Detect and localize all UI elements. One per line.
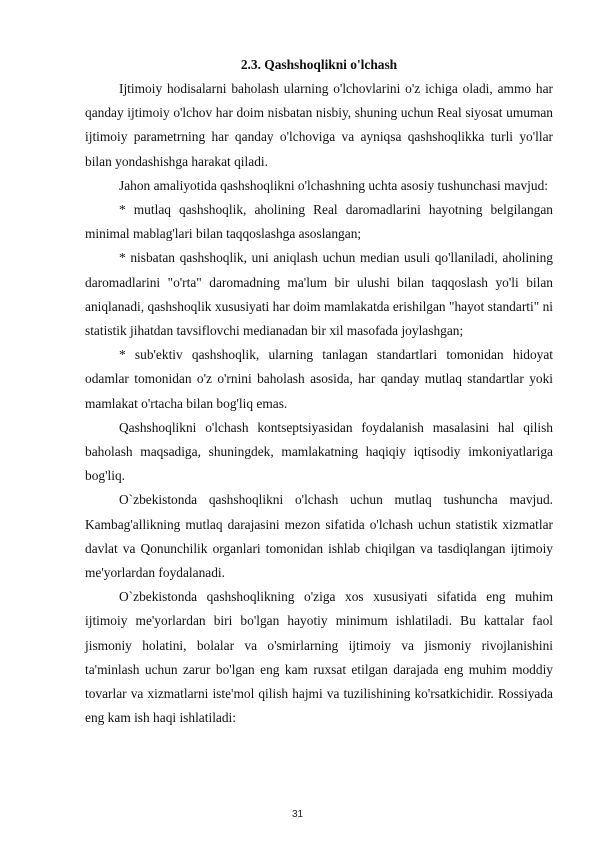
- paragraph-uzbekistan-absolute: O`zbekistonda qashshoqlikni o'lchash uchun mutlaq tushuncha mavjud. Kambag'allikning mutlaq darajasini mezon sifatida o'lchash uchun statistik xizmatlar davlat va Qonunchilik organlari tomonidan ishlab chiqilgan va tasdiqlangan ijtimoiy me'yorlardan foydalanadi.: [85, 492, 553, 581]
- paragraph-relative-poverty: * nisbatan qashshoqlik, uni aniqlash uchun median usuli qo'llaniladi, aholining daromadlarini "o'rta" daromadning ma'lum bir ulushi bilan taqqoslash yo'li bilan aniqlanadi, qashshoqlik xususiyati har doim mamlakatda erishilgan "hayot standarti" ni statistik jihatdan tavsiflovchi medianadan bir xil masofada joylashgan;: [85, 250, 553, 339]
- page-number: 31: [291, 809, 304, 820]
- paragraph-uzbekistan-minimum: O`zbekistonda qashshoqlikning o'ziga xos xususiyati sifatida eng muhim ijtimoiy me'yorlardan biri bo'lgan hayotiy minimum ishlatiladi. Bu kattalar faol jismoniy holatini, bolalar va o'smirlarning ijtimoiy va jismoniy rivojlanishini ta'minlash uchun zarur bo'lgan eng kam ruxsat etilgan darajada eng muhim moddiy tovarlar va xizmatlarni iste'mol qilish hajmi va tuzilishining ko'rsatkichidir. Rossiyada eng kam ish haqi ishlatiladi:: [85, 589, 553, 726]
- paragraph-intro: Ijtimoiy hodisalarni baholash ularning o'lchovlarini o'z ichiga oladi, ammo har qanday ijtimoiy o'lchov har doim nisbatan nisbiy, shuning uchun Real siyosat umuman ijtimoiy parametrning har qanday o'lchoviga va ayniqsa qashshoqlikka turli yo'llar bilan yondashishga harakat qiladi.: [85, 81, 553, 169]
- document-page: [85, 53, 553, 730]
- paragraph-absolute-poverty: * mutlaq qashshoqlik, aholining Real daromadlarini hayotning belgilangan minimal mablag'lari bilan taqqoslashga asoslangan;: [85, 202, 553, 242]
- section-title: 2.3. Qashshoqlikni o'lchash: [240, 57, 398, 72]
- paragraph-concept-choice: Qashshoqlikni o'lchash kontseptsiyasidan foydalanish masalasini hal qilish baholash maqsadiga, shuningdek, mamlakatning haqiqiy iqtisodiy imkoniyatlariga bog'liq.: [85, 419, 553, 484]
- paragraph-concepts: Jahon amaliyotida qashshoqlikni o'lchashning uchta asosiy tushunchasi mavjud:: [119, 177, 548, 193]
- paragraph-subjective-poverty: * sub'ektiv qashshoqlik, ularning tanlagan standartlari tomonidan hidoyat odamlar tomonidan o'z o'rnini baholash asosida, har qanday mutlaq standartlar yoki mamlakat o'rtacha bilan bog'liq emas.: [85, 347, 553, 411]
